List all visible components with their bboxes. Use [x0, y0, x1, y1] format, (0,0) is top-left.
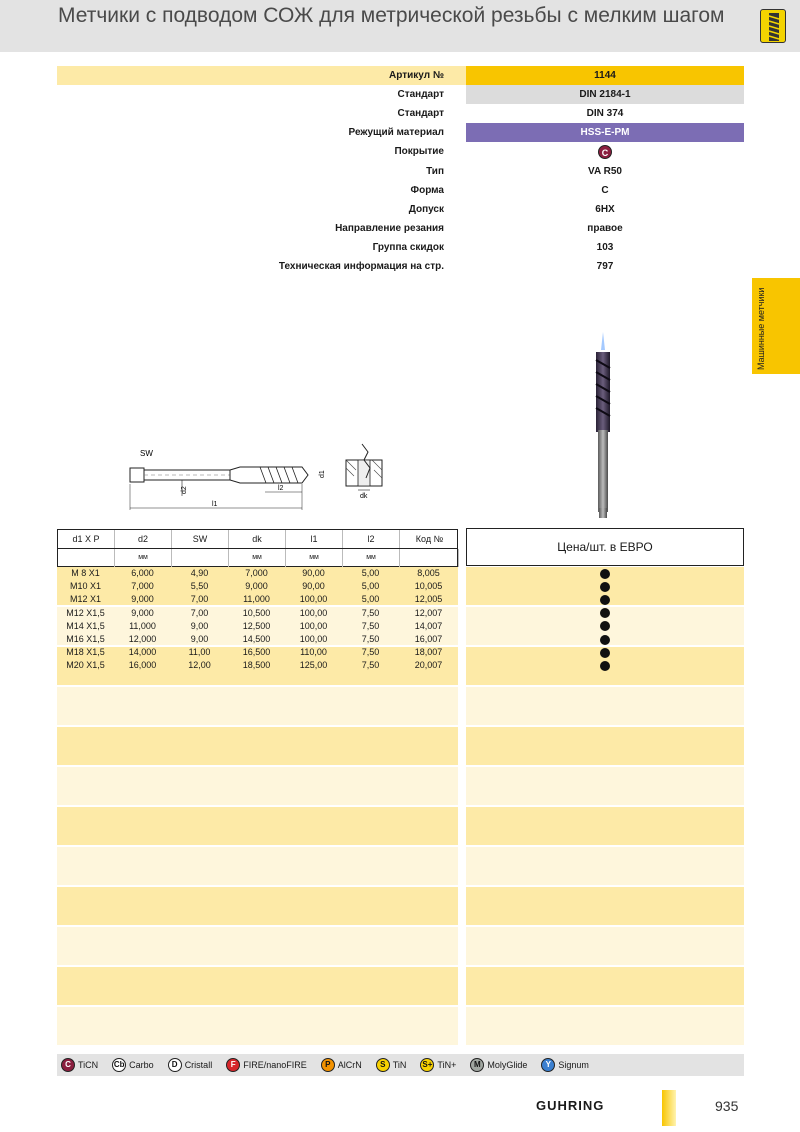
table-cell: 10,005: [414, 581, 443, 592]
table-band: [466, 687, 744, 725]
availability-dot-icon: [600, 582, 610, 592]
table-cell: M20 X1,5: [66, 660, 105, 671]
spec-label: Форма: [410, 184, 444, 196]
availability-dot-icon: [600, 569, 610, 579]
column-unit: мм: [286, 549, 343, 567]
legend-label: TiN+: [437, 1060, 457, 1070]
table-cell: 110,00: [300, 647, 327, 658]
availability-dot-icon: [600, 621, 610, 631]
spec-value: 797: [596, 260, 614, 272]
table-cell: 10,500: [242, 607, 271, 618]
spec-gap: [450, 181, 466, 200]
table-row[interactable]: [57, 646, 458, 659]
table-cell: 14,500: [242, 633, 271, 644]
table-cell: 16,000: [128, 660, 157, 671]
table-cell: 90,00: [302, 581, 325, 592]
legend-item: [168, 1058, 213, 1072]
table-cell: 8,005: [417, 568, 440, 578]
table-cell: 12,000: [128, 633, 157, 644]
legend-item: [226, 1058, 307, 1072]
spec-gap: [450, 219, 466, 238]
availability-dot-icon: [600, 635, 610, 645]
table-cell: M10 X1: [69, 581, 102, 592]
column-header: dk: [229, 530, 286, 548]
coating-ticn-icon: C: [61, 1058, 75, 1072]
legend-label: Cristall: [184, 1060, 213, 1070]
section-side-tab[interactable]: [752, 278, 800, 374]
spec-gap: [450, 161, 466, 180]
table-row[interactable]: [57, 659, 458, 672]
spec-value: 103: [596, 241, 614, 253]
dim-label-l2: l2: [278, 485, 284, 492]
table-cell: 7,50: [361, 633, 380, 644]
dim-label-l1: l1: [212, 501, 218, 508]
tap-product-image: [588, 330, 618, 520]
spec-label: Артикул №: [57, 66, 450, 85]
legend-label: Carbo: [129, 1060, 154, 1070]
table-cell: 9,00: [190, 620, 209, 631]
table-cell: 7,50: [361, 607, 380, 618]
table-cell: 12,00: [188, 660, 211, 671]
spec-row: [57, 123, 744, 142]
table-cell: 11,000: [243, 594, 270, 605]
coating-c-icon: C: [598, 145, 612, 159]
dim-label-sw: SW: [140, 449, 153, 458]
coating-tin+-icon: S+: [420, 1058, 434, 1072]
spec-row: [57, 200, 744, 219]
price-row: [466, 633, 744, 646]
tap-thread-icon: [760, 9, 786, 43]
table-row[interactable]: [57, 607, 458, 620]
spec-gap: [450, 123, 466, 142]
column-header: d1 X P: [58, 530, 115, 548]
legend-item: [376, 1058, 407, 1072]
spec-row: [57, 181, 744, 200]
column-unit: мм: [229, 549, 286, 567]
spec-gap: [450, 257, 466, 276]
legend-item: [470, 1058, 527, 1072]
spec-label: Режущий материал: [348, 127, 444, 139]
availability-dot-icon: [600, 648, 610, 658]
table-cell: 12,007: [414, 607, 443, 618]
spec-value: 6HX: [595, 203, 615, 215]
table-cell: 100,00: [299, 620, 328, 631]
tap-technical-drawing: [120, 440, 410, 520]
table-band: [57, 927, 458, 965]
table-cell: 9,00: [190, 633, 209, 644]
spec-row: [57, 85, 744, 104]
table-cell: 12,005: [414, 594, 443, 605]
legend-item: [321, 1058, 362, 1072]
page-header: [0, 0, 800, 52]
table-band: [466, 967, 744, 1005]
legend-label: TiCN: [78, 1060, 99, 1070]
legend-item: [112, 1058, 154, 1072]
tap-data-rows: [57, 567, 458, 673]
spec-gap: [450, 142, 466, 161]
table-cell: 100,00: [299, 633, 328, 644]
coating-alcrn-icon: P: [321, 1058, 335, 1072]
table-cell: M12 X1: [69, 594, 102, 605]
table-cell: 14,007: [414, 620, 443, 631]
table-band: [57, 967, 458, 1005]
column-header: l2: [343, 530, 400, 548]
table-cell: M 8 X1: [71, 568, 100, 578]
table-band: [466, 927, 744, 965]
table-cell: 7,50: [361, 660, 380, 671]
column-headers: [57, 529, 458, 549]
table-band: [57, 847, 458, 885]
table-cell: M18 X1,5: [66, 647, 105, 658]
price-row: [466, 646, 744, 659]
table-cell: 16,007: [414, 633, 443, 644]
table-cell: 7,00: [190, 594, 209, 605]
table-cell: 7,00: [190, 607, 209, 618]
table-cell: M14 X1,5: [66, 620, 105, 631]
spec-value: VA R50: [588, 165, 622, 177]
column-unit: мм: [343, 549, 400, 567]
table-band: [57, 887, 458, 925]
table-band: [466, 727, 744, 765]
table-cell: 4,90: [190, 568, 209, 578]
column-unit: мм: [115, 549, 172, 567]
price-row: [466, 620, 744, 633]
table-cell: 100,00: [299, 594, 328, 605]
price-row: [466, 567, 744, 580]
legend-item: [541, 1058, 589, 1072]
column-header: SW: [172, 530, 229, 548]
spec-gap: [450, 238, 466, 257]
table-cell: 9,000: [131, 607, 154, 618]
table-band: [57, 1007, 458, 1045]
table-row[interactable]: [57, 580, 458, 593]
table-cell: 18,007: [414, 647, 443, 658]
spec-row: [57, 257, 744, 276]
table-row[interactable]: [57, 633, 458, 646]
legend-label: FIRE/nanoFIRE: [243, 1060, 307, 1070]
price-row: [466, 659, 744, 672]
table-band: [57, 687, 458, 725]
spec-row: [57, 238, 744, 257]
table-cell: 6,000: [131, 568, 154, 578]
spec-gap: [450, 85, 466, 104]
price-row: [466, 593, 744, 606]
table-cell: 11,00: [188, 647, 211, 658]
column-unit: [172, 549, 229, 567]
legend-label: Signum: [558, 1060, 589, 1070]
legend-label: AlCrN: [337, 1060, 362, 1070]
spec-value: 1144: [466, 66, 744, 85]
table-cell: 18,500: [242, 660, 271, 671]
table-cell: 11,000: [129, 620, 156, 631]
table-cell: 5,50: [190, 581, 209, 592]
spec-gap: [450, 200, 466, 219]
spec-value: [466, 142, 744, 161]
coating-cristall-icon: D: [168, 1058, 182, 1072]
spec-label: Группа скидок: [372, 241, 444, 253]
spec-label: Техническая информация на стр.: [278, 260, 444, 272]
spec-value: C: [601, 184, 609, 196]
spec-label: Стандарт: [397, 89, 444, 101]
column-header: l1: [286, 530, 343, 548]
dim-label-d1: d1: [319, 470, 326, 478]
availability-dot-icon: [600, 608, 610, 618]
spec-row: [57, 66, 744, 85]
spec-label: Покрытие: [394, 146, 444, 158]
coating-legend: [57, 1054, 744, 1076]
table-band: [466, 807, 744, 845]
spec-label: Допуск: [408, 203, 444, 215]
price-column-header: Цена/шт. в ЕВРО: [466, 528, 744, 566]
spec-row: [57, 104, 744, 123]
table-cell: 9,000: [131, 594, 154, 605]
spec-gap: [450, 66, 466, 85]
spec-label: Направление резания: [335, 222, 444, 234]
table-cell: 5,00: [361, 594, 380, 605]
spec-row: [57, 142, 744, 161]
table-band: [466, 767, 744, 805]
dim-label-d2: d2: [181, 486, 188, 494]
table-row[interactable]: [57, 593, 458, 606]
dim-label-dk: dk: [360, 493, 368, 500]
side-tab-label: Машинные метчики: [756, 287, 766, 370]
page-number: 935: [715, 1098, 739, 1114]
spec-gap: [450, 104, 466, 123]
price-column: [466, 567, 744, 673]
price-row: [466, 580, 744, 593]
table-cell: 7,50: [361, 647, 380, 658]
table-cell: 7,000: [245, 568, 268, 578]
legend-label: TiN: [392, 1060, 407, 1070]
spec-label: Тип: [426, 165, 444, 177]
column-units: [57, 549, 458, 567]
table-cell: 14,000: [128, 647, 157, 658]
table-row[interactable]: [57, 620, 458, 633]
brand-logo: GUHRING: [536, 1098, 605, 1113]
coating-firenanofire-icon: F: [226, 1058, 240, 1072]
availability-dot-icon: [600, 595, 610, 605]
legend-item: [420, 1058, 456, 1072]
coating-carbo-icon: Cb: [112, 1058, 126, 1072]
spec-row: [57, 219, 744, 238]
table-cell: 5,00: [361, 581, 380, 592]
legend-label: MolyGlide: [487, 1060, 528, 1070]
spec-value: HSS-E-PM: [466, 123, 744, 142]
table-cell: 16,500: [242, 647, 271, 658]
column-unit: [400, 549, 459, 567]
spec-table: [57, 66, 744, 276]
table-cell: 9,000: [245, 581, 268, 592]
tap-data-table-header: [57, 529, 458, 567]
spec-value: DIN 2184-1: [466, 85, 744, 104]
table-band: [466, 887, 744, 925]
table-cell: 20,007: [414, 660, 443, 671]
column-unit: [58, 549, 115, 567]
table-band: [466, 847, 744, 885]
brand-accent-bar: [662, 1090, 676, 1126]
table-cell: 100,00: [299, 607, 328, 618]
column-header: Код №: [415, 534, 444, 544]
spec-value: правое: [587, 222, 623, 234]
table-cell: M12 X1,5: [66, 607, 105, 618]
spec-row: [57, 161, 744, 180]
table-band: [57, 727, 458, 765]
table-cell: M16 X1,5: [66, 633, 105, 644]
column-header: d2: [115, 530, 172, 548]
coating-tin-icon: S: [376, 1058, 390, 1072]
table-cell: 90,00: [302, 568, 325, 578]
table-band: [57, 767, 458, 805]
table-cell: 7,50: [361, 620, 380, 631]
coating-molyglide-icon: M: [470, 1058, 484, 1072]
table-band: [466, 1007, 744, 1045]
table-band: [57, 807, 458, 845]
table-row[interactable]: [57, 567, 458, 580]
table-cell: 12,500: [242, 620, 271, 631]
table-cell: 7,000: [131, 581, 154, 592]
spec-value: DIN 374: [586, 108, 624, 120]
spec-label: Стандарт: [397, 108, 444, 120]
legend-item: [61, 1058, 98, 1072]
table-cell: 125,00: [299, 660, 328, 671]
availability-dot-icon: [600, 661, 610, 671]
page-title: Метчики с подводом СОЖ для метрической резьбы с мелким шагом: [58, 4, 725, 27]
table-cell: 5,00: [361, 568, 380, 578]
coating-signum-icon: Y: [541, 1058, 555, 1072]
price-row: [466, 607, 744, 620]
